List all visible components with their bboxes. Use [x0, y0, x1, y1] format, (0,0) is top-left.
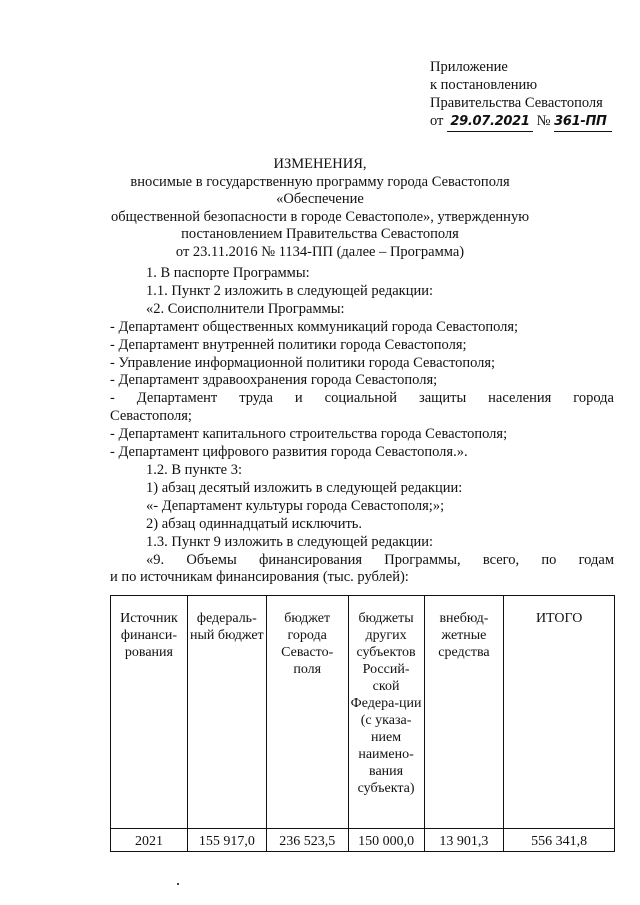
paragraph: 1.1. Пункт 2 изложить в следующей редакции:	[146, 282, 434, 299]
appendix-number: 361-ПП	[554, 114, 607, 129]
appendix-line-1: Приложение	[430, 59, 508, 75]
scan-dot	[177, 883, 179, 885]
list-item: - Департамент внутренней политики города Севастополя;	[110, 336, 467, 353]
table-header-cell: внебюд-жетные средства	[424, 596, 504, 829]
table-cell: 556 341,8	[504, 829, 615, 852]
heading-line-4: от 23.11.2016 № 1134-ПП (далее – Программа)	[175, 243, 465, 260]
table-cell: 2021	[111, 829, 188, 852]
appendix-date-line	[430, 112, 612, 132]
appendix-number-field	[554, 112, 612, 132]
heading-line-2: общественной безопасности в городе Севастополе», утвержденную	[110, 208, 530, 225]
list-item: - Департамент труда и социальной защиты населения города	[110, 390, 614, 407]
list-item-continuation: Севастополя;	[110, 408, 192, 425]
paragraph: 2) абзац одиннадцатый исключить.	[146, 515, 363, 532]
paragraph: «2. Соисполнители Программы:	[146, 300, 345, 317]
appendix-date-field	[447, 112, 533, 132]
appendix-line-3: Правительства Севастополя	[430, 95, 603, 111]
table-row	[111, 829, 615, 852]
table-header-row	[111, 596, 615, 829]
appendix-number-label: №	[536, 113, 551, 129]
table-header-cell: ИТОГО	[504, 596, 615, 829]
table-header-cell: бюджет города Севасто-поля	[266, 596, 348, 829]
list-item: - Департамент цифрового развития города Севастополя.».	[110, 444, 468, 461]
heading-title: ИЗМЕНЕНИЯ,	[273, 156, 367, 172]
appendix-date: 29.07.2021	[450, 114, 530, 129]
financing-table	[110, 595, 615, 852]
document-body	[110, 265, 614, 587]
list-item: - Департамент общественных коммуникаций города Севастополя;	[110, 318, 519, 335]
table-header-cell: федераль-ный бюджет	[187, 596, 266, 829]
paragraph: 1.3. Пункт 9 изложить в следующей редакции:	[146, 533, 434, 550]
table-cell: 236 523,5	[266, 829, 348, 852]
list-item: - Управление информационной политики города Севастополя;	[110, 354, 496, 371]
paragraph: «9. Объемы финансирования Программы, всего, по годам	[146, 551, 614, 568]
paragraph: 1) абзац десятый изложить в следующей редакции:	[146, 479, 463, 496]
table-cell: 13 901,3	[424, 829, 504, 852]
table-cell: 155 917,0	[187, 829, 266, 852]
paragraph: «- Департамент культуры города Севастополя;»;	[146, 497, 445, 514]
list-item: - Департамент капитального строительства города Севастополя;	[110, 426, 508, 443]
paragraph: 1.2. В пункте 3:	[146, 461, 242, 478]
appendix-block	[430, 58, 612, 132]
appendix-line-2: к постановлению	[430, 77, 538, 93]
document-heading	[100, 156, 540, 262]
table-cell: 150 000,0	[348, 829, 424, 852]
appendix-from-label: от	[430, 113, 444, 129]
table-header-cell: Источник финанси-рования	[111, 596, 188, 829]
table-header-cell: бюджеты других субъектов Россий-ской Федера-ции (с указа-нием наимено-вания субъекта)	[348, 596, 424, 829]
paragraph: 1. В паспорте Программы:	[146, 265, 310, 281]
heading-line-1: вносимые в государственную программу города Севастополя «Обеспечение	[130, 173, 510, 208]
paragraph-continuation: и по источникам финансирования (тыс. рублей):	[110, 569, 409, 586]
heading-line-3: постановлением Правительства Севастополя	[181, 226, 459, 243]
list-item: - Департамент здравоохранения города Севастополя;	[110, 372, 438, 389]
